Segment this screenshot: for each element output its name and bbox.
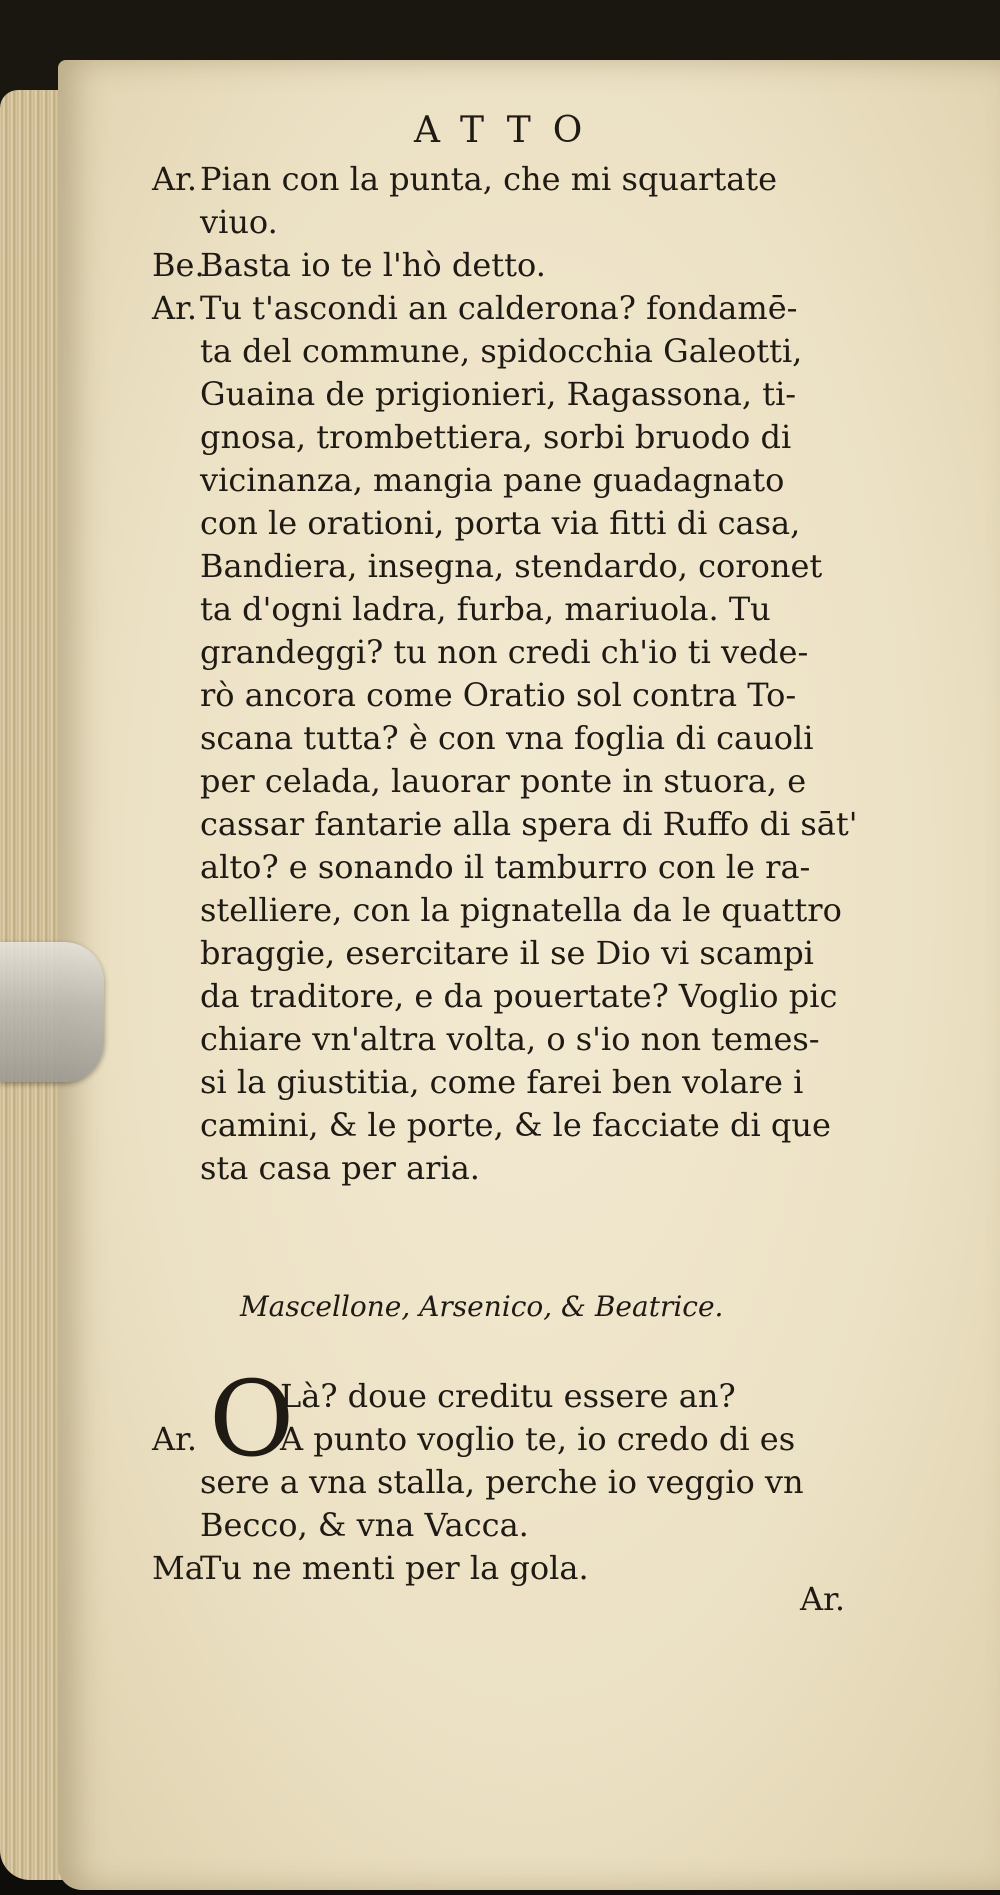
speech-line <box>152 287 932 330</box>
speaker-label: Ma <box>152 1549 204 1587</box>
running-head: ATTO <box>414 110 605 151</box>
line-text: gnosa, trombettiera, sorbi bruodo di <box>200 418 792 456</box>
line-text: Becco, & vna Vacca. <box>200 1506 529 1544</box>
line-text: Pian con la punta, che mi squartate <box>200 160 778 198</box>
speech-line <box>152 244 932 287</box>
speech-line <box>152 545 932 588</box>
second-scene <box>152 1358 932 1590</box>
line-text: A punto voglio te, io credo di es <box>280 1420 796 1458</box>
drop-cap: O <box>209 1358 295 1480</box>
scene-line <box>152 1504 932 1547</box>
speech-line <box>152 201 932 244</box>
line-text: ta del commune, spidocchia Galeotti, <box>200 332 803 370</box>
speech-line <box>152 416 932 459</box>
speaker-label: Ar. <box>152 289 198 327</box>
speech-line <box>152 846 932 889</box>
line-text: sta casa per aria. <box>200 1149 480 1187</box>
speech-line <box>152 588 932 631</box>
speaker-label: Ar. <box>152 160 198 198</box>
line-text: Bandiera, insegna, stendardo, coronet <box>200 547 823 585</box>
line-text: Basta io te l'hò detto. <box>200 246 546 284</box>
speech-line <box>152 158 932 201</box>
line-text: ta d'ogni ladra, furba, mariuola. Tu <box>200 590 771 628</box>
line-text: camini, & le porte, & le facciate di que <box>200 1106 831 1144</box>
line-text: cassar fantarie alla spera di Ruffo di sāt' <box>200 805 858 843</box>
speech-line <box>152 803 932 846</box>
catchword: Ar. <box>800 1580 846 1618</box>
line-text: braggie, esercitare il se Dio vi scampi <box>200 934 814 972</box>
line-text: chiare vn'altra volta, o s'io non temes- <box>200 1020 820 1058</box>
speech-line <box>152 330 932 373</box>
speech-line <box>152 717 932 760</box>
line-text: alto? e sonando il tamburro con le ra- <box>200 848 811 886</box>
page-clip <box>0 942 104 1082</box>
line-text: scana tutta? è con vna foglia di cauoli <box>200 719 814 757</box>
line-text: viuo. <box>200 203 278 241</box>
speech-line <box>152 631 932 674</box>
speech-line <box>152 373 932 416</box>
line-text: Guaina de prigionieri, Ragassona, ti- <box>200 375 797 413</box>
speech-line <box>152 1104 932 1147</box>
speech-block <box>152 158 932 1190</box>
line-text: rò ancora come Oratio sol contra To- <box>200 676 797 714</box>
line-text: sere a vna stalla, perche io veggio vn <box>200 1463 804 1501</box>
line-text: grandeggi? tu non credi ch'io ti vede- <box>200 633 809 671</box>
speech-line <box>152 889 932 932</box>
line-text: Tu ne menti per la gola. <box>200 1549 589 1587</box>
scene-heading: Mascellone, Arsenico, & Beatrice. <box>240 1290 724 1323</box>
line-text: vicinanza, mangia pane guadagnato <box>200 461 785 499</box>
line-text: da traditore, e da pouertate? Voglio pic <box>200 977 838 1015</box>
speech-line <box>152 1018 932 1061</box>
speech-line <box>152 932 932 975</box>
speech-line <box>152 502 932 545</box>
line-text: con le orationi, porta via fitti di casa, <box>200 504 801 542</box>
speaker-label: Be. <box>152 246 205 284</box>
speech-line <box>152 975 932 1018</box>
line-text: per celada, lauorar ponte in stuora, e <box>200 762 807 800</box>
speech-line <box>152 1147 932 1190</box>
speech-line <box>152 459 932 502</box>
speech-line <box>152 674 932 717</box>
speech-line <box>152 1061 932 1104</box>
line-text: si la giustitia, come farei ben volare i <box>200 1063 804 1101</box>
line-text: Tu t'ascondi an calderona? fondamē- <box>200 289 798 327</box>
speech-line <box>152 760 932 803</box>
line-text: stelliere, con la pignatella da le quattro <box>200 891 842 929</box>
speaker-label: Ar. <box>152 1420 198 1458</box>
line-text: Là? doue creditu essere an? <box>280 1377 736 1415</box>
